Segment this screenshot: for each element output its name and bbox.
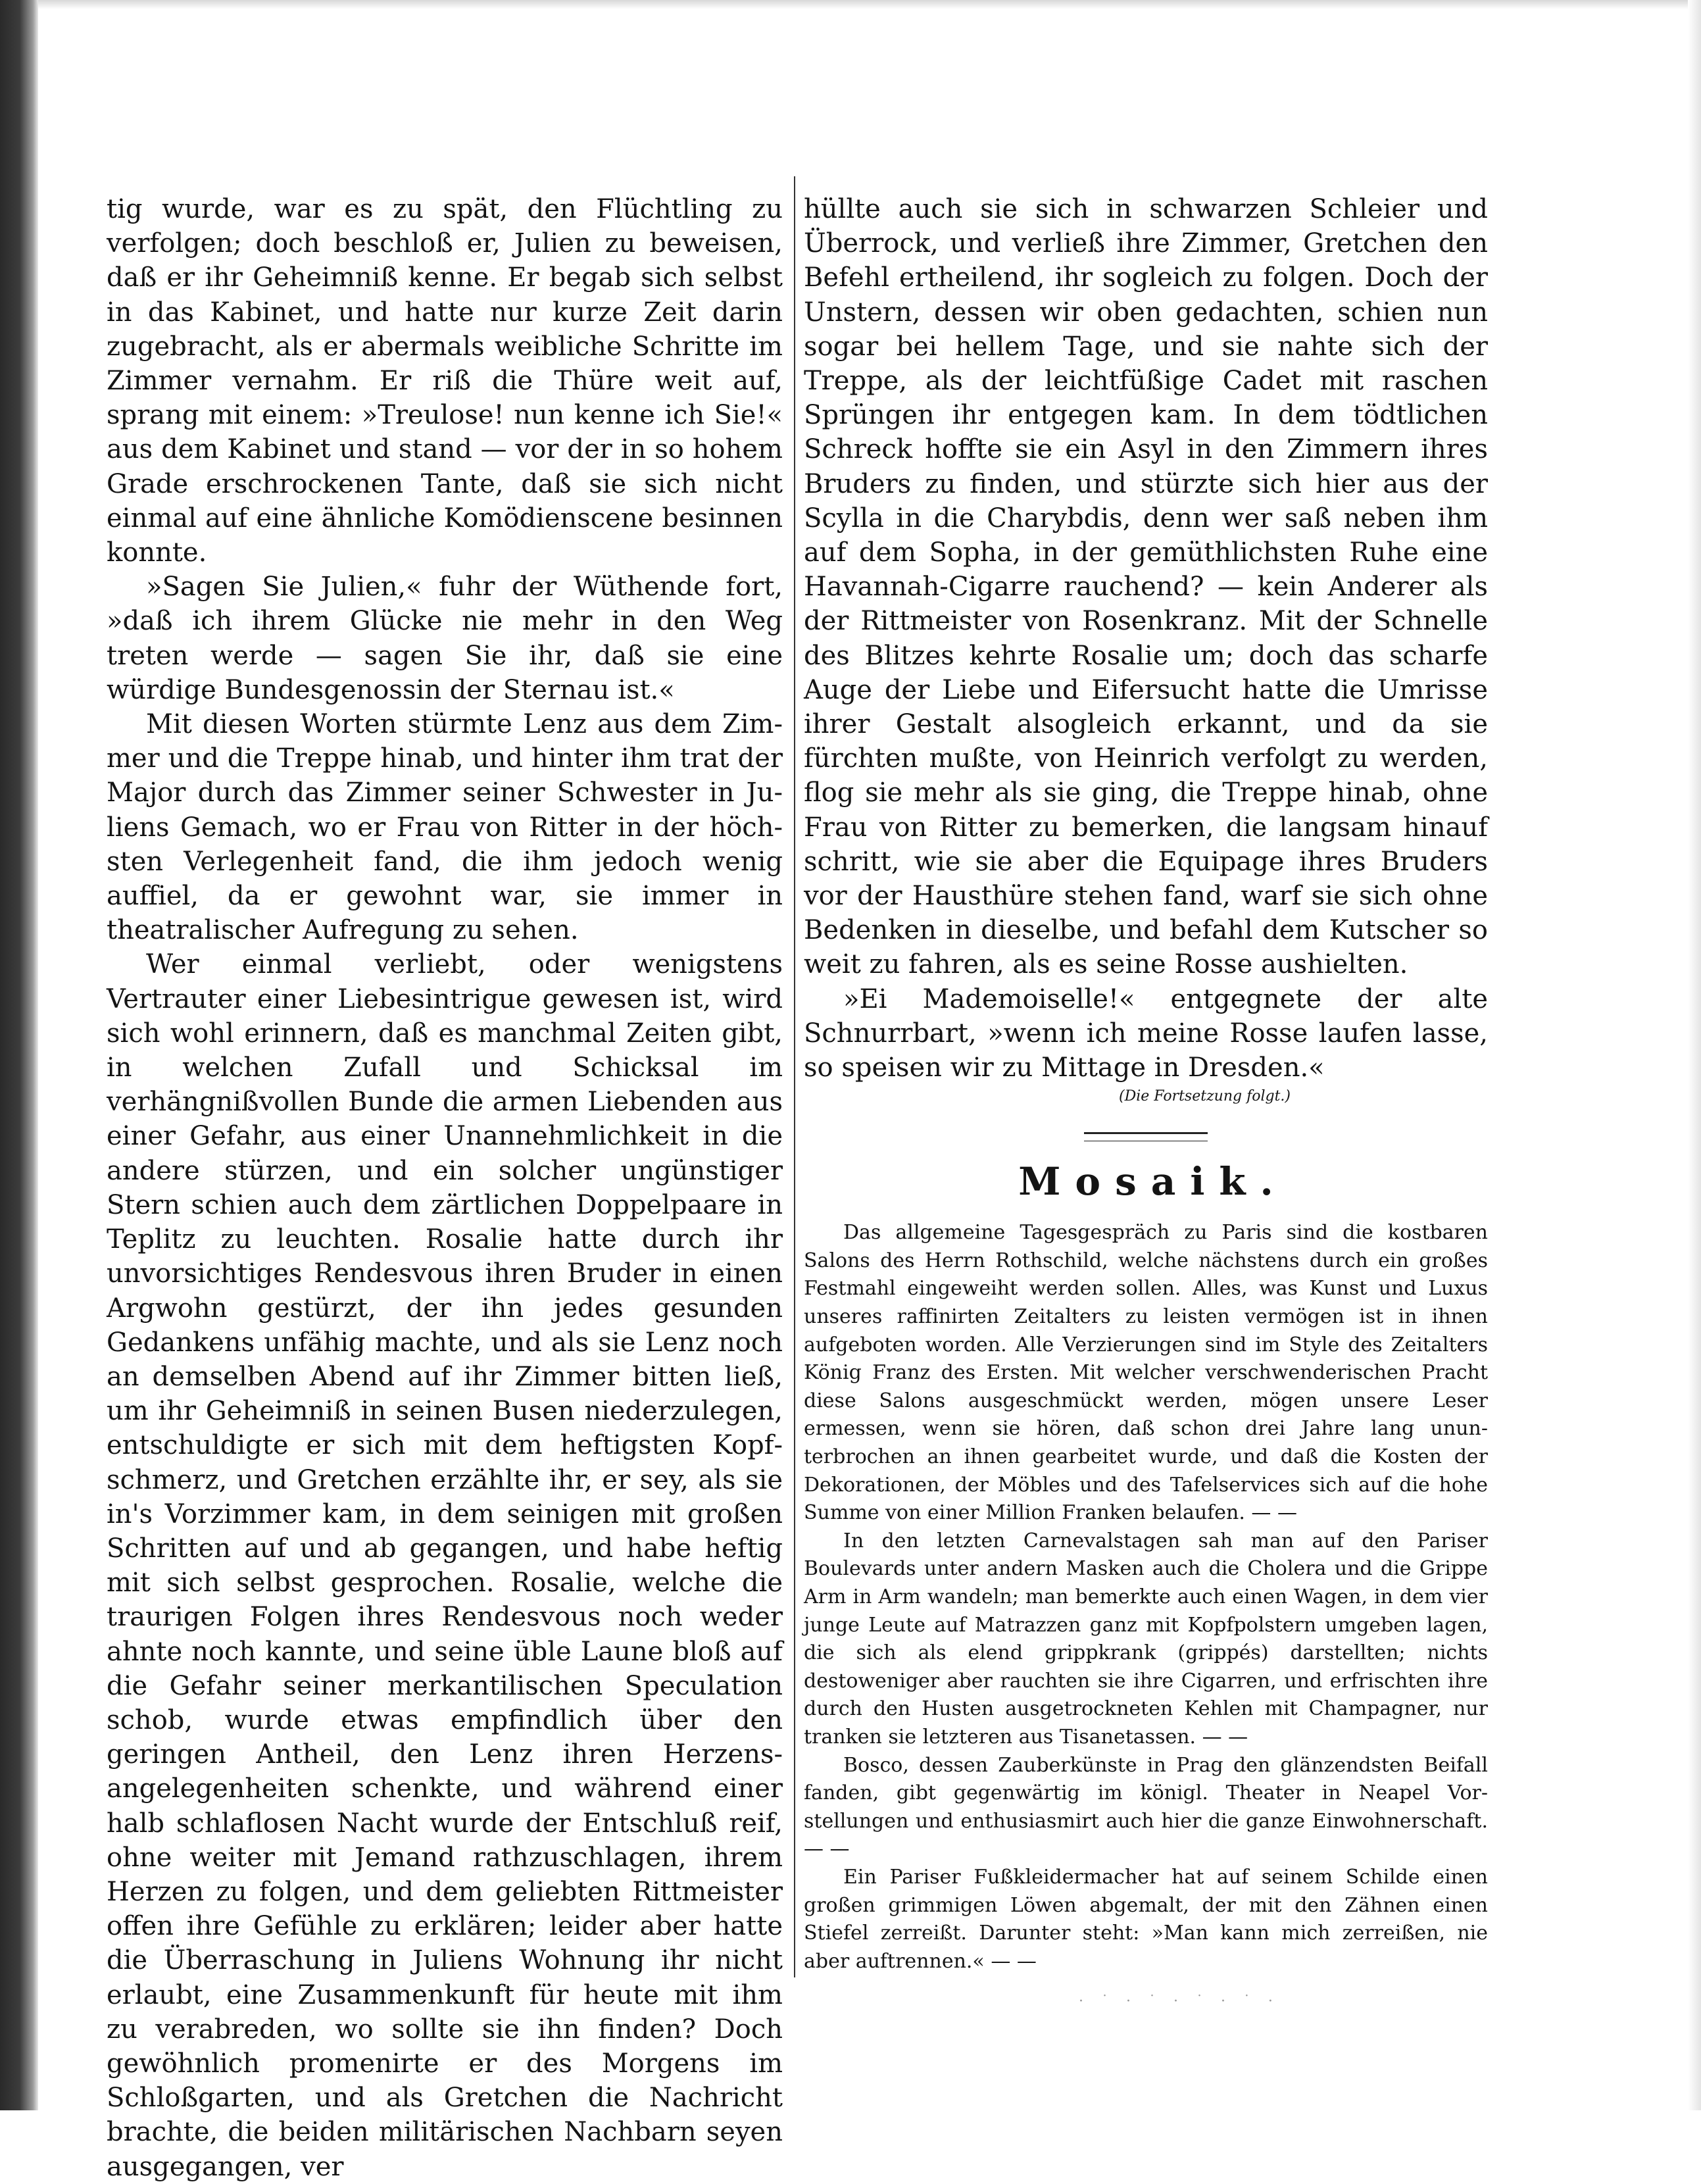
book-binding-edge [0,0,38,2110]
mosaik-item: In den letzten Carnevalstagen sah man auf den Pariser Boulevards unter andern Masken auch die Cholera und die Grippe Arm in Arm wandeln; man bemerkte auch einen Wagen, in dem vier junge Leute auf Matrazzen ganz mit Kopfpolstern umgeben lagen, die sich als elend grippkrank (grippés) darstellten; nichts destoweniger aber rauchten sie ihre Cigarren, und erfrischten ihre durch den Husten ausgetrockneten Kehlen mit Champagner, nur tranken sie letzteren aus Tisanetassen. — — [804,1529,1488,1749]
right-column [804,192,1488,1975]
print-specks: · ˙ · ˙ · ˙ · ˙ · [1079,1993,1279,2010]
paragraph: Wer einmal verliebt, oder wenigstens Vertrauter einer Liebesintrigue gewesen ist, wird sich wohl erinnern, daß es manchmal Zeiten gibt, in welchen Zufall und Schicksal im verhängnißvollen Bunde die armen Liebenden aus einer Gefahr, aus einer Unannehmlichkeit in die andere stürzen, und ein solcher ungünstiger Stern schien auch dem zärtlichen Doppelpaare in Teplitz zu leuchten. Rosalie hatte durch ihr unvorsichtiges Rendesvous ihren Bruder in einen Argwohn gestürzt, der ihn jedes gesunden Gedankens unfähig machte, und als sie Lenz noch an demselben Abend auf ihr Zimmer bitten ließ, um ihr Geheimniß in seinen Busen niederzulegen, entschuldigte er sich mit dem heftigsten Kopfschmerz, und Gretchen erzählte ihr, er sey, als sie in's Vorzimmer kam, in dem seinigen mit großen Schritten auf und ab gegangen, und habe heftig mit sich selbst gesprochen. Rosalie, welche die traurigen Folgen ihres Rendesvous noch weder ahnte noch kannte, und seine üble Laune bloß auf die Gefahr seiner merkantilischen Speculation schob, wurde etwas empfindlich über den geringen Antheil, den Lenz ihren Herzensangelegenheiten schenkte, und während einer halb schlaflosen Nacht wurde der Entschluß reif, ohne weiter mit Jemand rathzuschlagen, ihrem Herzen zu folgen, und dem geliebten Rittmeister offen ihre Gefühle zu erklären; leider aber hatte die Überraschung in Juliens Wohnung ihr nicht erlaubt, eine Zusammenkunft für heute mit ihm zu verabreden, wo sollte sie ihn finden? Doch gewöhnlich promenirte er des Morgens im Schloßgarten, und als Gretchen die Nachricht brachte, die beiden militärischen Nachbarn seyen ausgegangen, ver [107,949,783,2182]
section-rule [1084,1132,1208,1141]
paragraph: Mit diesen Worten stürmte Lenz aus dem Zimmer und die Treppe hinab, und hinter ihm trat der Major durch das Zimmer seiner Schwester in Juliens Gemach, wo er Frau von Ritter in der höchsten Verlegenheit fand, die ihm jedoch wenig auffiel, da er gewohnt war, sie immer in theatralischer Aufregung zu sehen. [107,709,783,946]
paragraph: »Sagen Sie Julien,« fuhr der Wüthende fort, »daß ich ihrem Glücke nie mehr in den Weg treten werde — sagen Sie ihr, daß sie eine würdige Bundesgenossin der Sternau ist.« [107,572,783,705]
paragraph: »Ei Mademoiselle!« entgegnete der alte Schnurrbart, »wenn ich meine Rosse laufen lasse, so speisen wir zu Mittage in Dresden.« [804,983,1488,1083]
section-title: Mosaik. [1018,1159,1288,1204]
paragraph: tig wurde, war es zu spät, den Flüchtling zu verfolgen; doch beschloß er, Julien zu beweisen, daß er ihr Geheimniß kenne. Er begab sich selbst in das Kabinet, und hatte nur kurze Zeit darin zugebracht, als er abermals weibliche Schritte im Zimmer vernahm. Er riß die Thüre weit auf, sprang mit einem: »Treulose! nun kenne ich Sie!« aus dem Kabinet und stand — vor der in so hohem Grade erschrockenen Tante, daß sie sich nicht einmal auf eine ähnliche Komödienscene besinnen konnte. [107,194,783,568]
page-right-edge [1688,0,1701,2110]
paragraph: hüllte auch sie sich in schwarzen Schleier und Überrock, und verließ ihre Zimmer, Gretchen den Befehl ertheilend, ihr sogleich zu folgen. Doch der Unstern, dessen wir oben gedachten, schien nun sogar bei hellem Tage, und sie nahte sich der Treppe, als der leichtfüßige Cadet mit raschen Sprüngen ihr entgegen kam. In dem tödtlichen Schreck hoffte sie ein Asyl in den Zimmern ihres Bruders zu finden, und stürzte sich hier aus der Scylla in die Charybdis, denn wer saß neben ihm auf dem Sopha, in der gemüthlichsten Ruhe eine Havannah-Cigarre rauchend? — kein Anderer als der Rittmeister von Rosenkranz. Mit der Schnelle des Blitzes kehrte Rosalie um; doch das scharfe Auge der Liebe und Eifersucht hatte die Umrisse ihrer Gestalt alsogleich erkannt, und da sie fürchten mußte, von Heinrich verfolgt zu werden, flog sie mehr als sie ging, die Treppe hinab, ohne Frau von Ritter zu bemerken, die langsam hinauf schritt, wie sie aber die Equipage ihres Bruders vor der Hausthüre stehen fand, warf sie sich ohne Bedenken in dieselbe, und befahl dem Kutscher so weit zu fahren, als es seine Rosse aushielten. [804,194,1488,980]
mosaik-section [804,1219,1488,1975]
column-divider [794,176,795,1977]
mosaik-item: Ein Pariser Fußkleidermacher hat auf seinem Schilde einen großen grimmigen Löwen abgemalt, der mit den Zähnen einen Stiefel zerreißt. Darunter steht: »Man kann mich zerreißen, nie aber auftrennen.« — — [804,1865,1488,1973]
mosaik-item: Das allgemeine Tagesgespräch zu Paris sind die kostbaren Salons des Herrn Rothschild, welche nächstens durch ein großes Festmahl eingeweiht werden sollen. Alles, was Kunst und Luxus unseres raffinirten Zeitalters zu leisten vermögen ist in ihnen aufgeboten worden. Alle Verzierungen sind im Style des Zeitalters König Franz des Ersten. Mit welcher verschwenderischen Pracht diese Salons ausgeschmückt werden, mögen unsere Leser ermessen, wenn sie hören, daß schon drei Jahre lang ununterbrochen an ihnen gearbeitet wurde, und daß die Kosten der Dekorationen, der Möbles und des Tafelservices sich auf die hohe Summe von einer Million Franken belaufen. — — [804,1221,1488,1525]
mosaik-item: Bosco, dessen Zauberkünste in Prag den glänzendsten Beifall fanden, gibt gegenwärtig im königl. Theater in Neapel Vorstellungen und enthusiasmirt auch hier die ganze Einwohnerschaft. — — [804,1753,1488,1861]
page-top-edge [38,0,1701,9]
left-column [107,192,783,2184]
continuation-note: (Die Fortsetzung folgt.) [1118,1088,1291,1105]
